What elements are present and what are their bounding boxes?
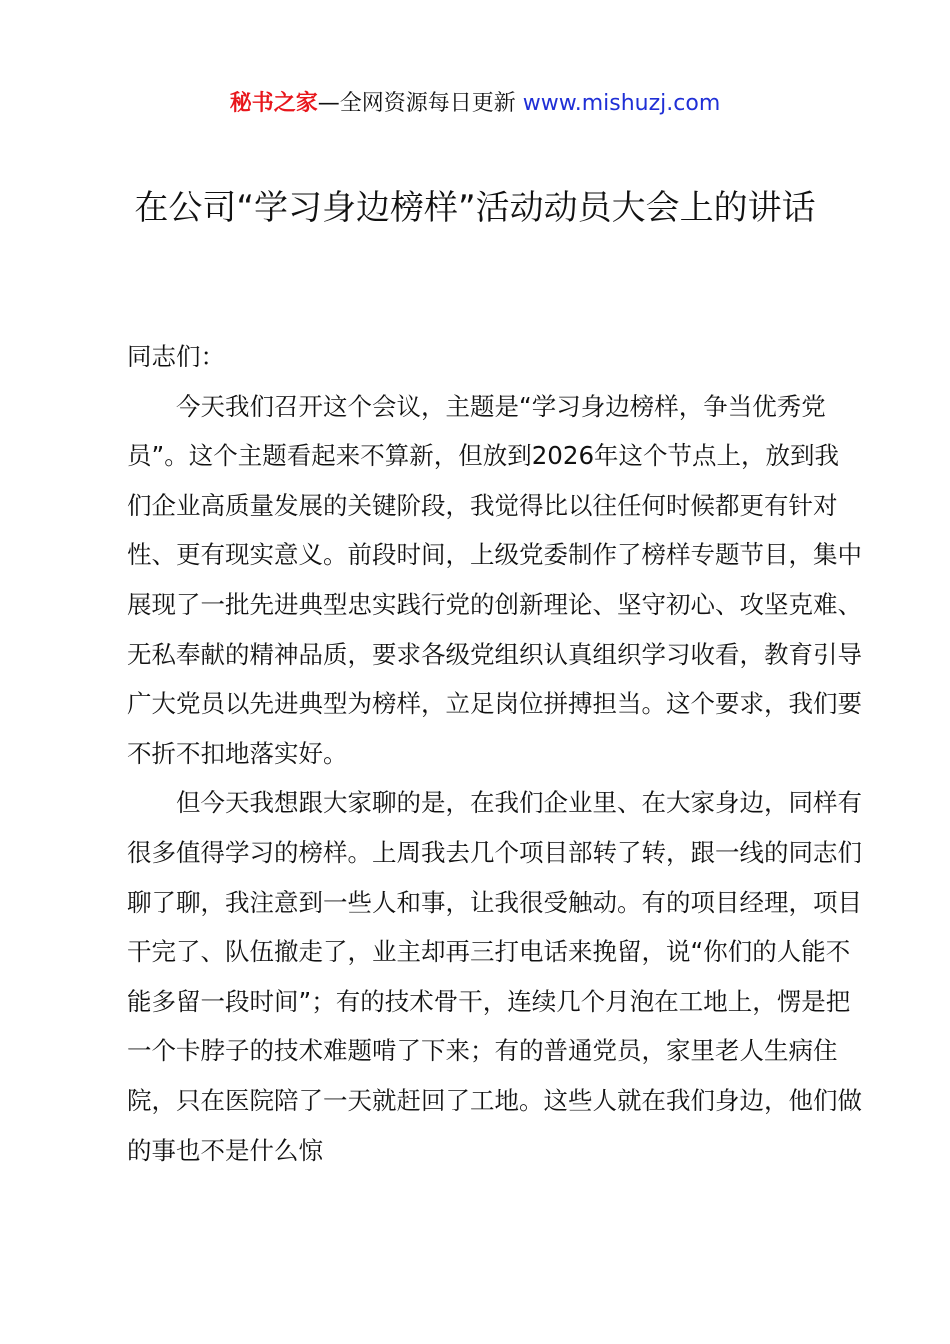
salutation: 同志们：	[127, 342, 225, 371]
document-body	[127, 332, 862, 1175]
paragraph-2: 但今天我想跟大家聊的是，在我们企业里、在大家身边，同样有很多值得学习的榜样。上周我去几个项目部转了转，跟一线的同志们聊了聊，我注意到一些人和事，让我很受触动。有的项目经理，项目干完了、队伍撤走了，业主却再三打电话来挽留，说“你们的人能不能多留一段时间”；有的技术骨干，连续几个月泡在工地上，愣是把一个卡脖子的技术难题啃了下来；有的普通党员，家里老人生病住院，只在医院陪了一天就赶回了工地。这些人就在我们身边，他们做的事也不是什么惊	[127, 788, 862, 1165]
site-header	[0, 88, 950, 120]
brand-name: 秘书之家	[229, 91, 318, 116]
header-tagline: —全网资源每日更新	[317, 91, 516, 116]
site-url[interactable]: www.mishuzj.com	[522, 91, 721, 116]
document-title: 在公司“学习身边榜样”活动动员大会上的讲话	[134, 188, 816, 228]
paragraph-1: 今天我们召开这个会议，主题是“学习身边榜样，争当优秀党员”。这个主题看起来不算新，但放到2026年这个节点上，放到我们企业高质量发展的关键阶段，我觉得比以往任何时候都更有针对性、更有现实意义。前段时间，上级党委制作了榜样专题节目，集中展现了一批先进典型忠实践行党的创新理论、坚守初心、攻坚克难、无私奉献的精神品质，要求各级党组织认真组织学习收看，教育引导广大党员以先进典型为榜样，立足岗位拼搏担当。这个要求，我们要不折不扣地落实好。	[127, 391, 862, 768]
